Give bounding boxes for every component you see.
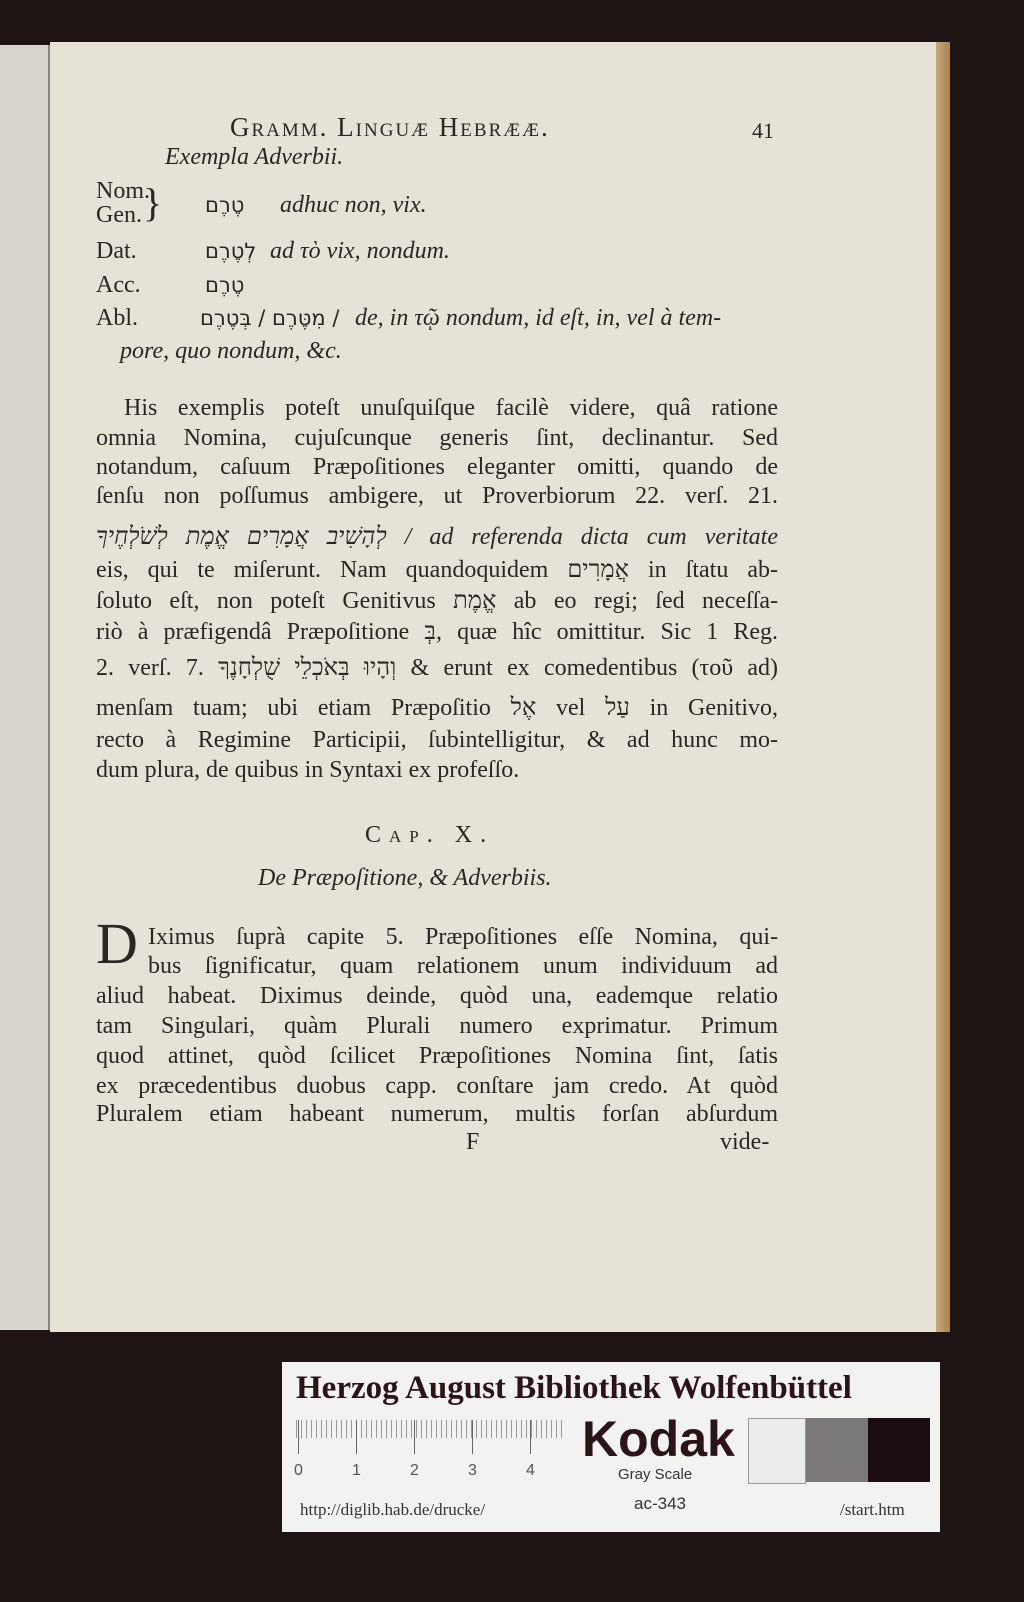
ruler-number: 1 <box>352 1462 361 1479</box>
ruler-tick <box>298 1420 299 1454</box>
library-name: Herzog August Bibliothek Wolfenbüttel <box>296 1370 852 1406</box>
text-line: dum plura, de quibus in Syntaxi ex profeſſo. <box>96 757 520 783</box>
gray-swatch-mid <box>806 1418 868 1482</box>
case-dat: Dat. <box>96 238 137 264</box>
gray-scale-label: Gray Scale <box>618 1466 693 1483</box>
text-line: 2. verſ. 7. וְהָיוּ בְּאֹכְלֵי שֻׁלְחָנֶךָ & erunt ex comedentibus (τοῦ ad) <box>96 655 778 681</box>
url-right: /start.htm <box>840 1500 905 1519</box>
text-line: tam Singulari, quàm Plurali numero exprimatur. Primum <box>96 1013 778 1039</box>
text-line: Pluralem etiam habeant numerum, multis forſan abſurdum <box>96 1101 778 1127</box>
ruler-tick <box>530 1420 531 1454</box>
ruler-scale <box>296 1420 566 1438</box>
text-line: eis, qui te miſerunt. Nam quandoquidem אֲמָרִים in ſtatu ab- <box>96 557 778 583</box>
gloss: de, in τῷ nondum, id eſt, in, vel à tem- <box>355 305 722 331</box>
gray-swatch-black <box>868 1418 930 1482</box>
text-line: omnia Nomina, cujuſcunque generis ſint, declinantur. Sed <box>96 425 778 451</box>
chapter-subtitle: De Præpoſitione, & Adverbiis. <box>258 865 552 891</box>
ruler-number: 0 <box>294 1462 303 1479</box>
page-number: 41 <box>752 118 774 143</box>
ruler-number: 4 <box>526 1462 535 1479</box>
case-gen: Gen. <box>96 202 142 228</box>
ruler-number: 2 <box>410 1462 419 1479</box>
kodak-logo: Kodak <box>582 1411 735 1467</box>
text-line: notandum, caſuum Præpoſitiones eleganter omitti, quando de <box>96 454 778 480</box>
chapter-title: Cap. X. <box>365 822 495 848</box>
case-abl: Abl. <box>96 305 138 331</box>
hebrew-term: מִטֶּרֶם / בְּטֶרֶם / <box>200 306 340 330</box>
text-line: His exemplis poteſt unuſquiſque facilè videre, quâ ratione <box>124 395 778 421</box>
text-line: ſoluto eſt, non poteſt Genitivus אֱמֶת ab eo regi; ſed neceſſa- <box>96 588 778 614</box>
text-line: menſam tuam; ubi etiam Præpoſitio אֶל vel עַל in Genitivo, <box>96 695 778 721</box>
hebrew-term: טֶרֶם <box>205 273 245 297</box>
gloss: ad τὸ vix, nondum. <box>270 238 450 264</box>
gray-swatch-white <box>748 1418 806 1484</box>
gloss-continuation: pore, quo nondum, &c. <box>120 338 342 364</box>
url-left: http://diglib.hab.de/drucke/ <box>300 1500 486 1519</box>
catchword: vide- <box>720 1129 770 1155</box>
previous-page-edge <box>0 45 50 1330</box>
ruler-tick <box>414 1420 415 1454</box>
brace: } <box>143 180 163 225</box>
drop-cap: D <box>96 911 138 976</box>
gloss: adhuc non, vix. <box>280 192 427 218</box>
text-line: לְהָשִׁיב אֲמָרִים אֱמֶת לְשֹׁלְחֶיךָ / ad referenda dicta cum veritate <box>96 524 778 550</box>
shelfmark: ac-343 <box>634 1494 686 1513</box>
hebrew-term: לְטֶרֶם <box>205 239 257 263</box>
text-line: recto à Regimine Participii, ſubintelligitur, & ad hunc mo- <box>96 727 778 753</box>
text-line: quod attinet, quòd ſcilicet Præpoſitiones Nomina ſint, ſatis <box>96 1043 778 1069</box>
signature-mark: F <box>466 1129 480 1155</box>
examples-title: Exempla Adverbii. <box>165 144 344 170</box>
ruler-number: 3 <box>468 1462 477 1479</box>
text-line: Iximus ſuprà capite 5. Præpoſitiones eſſe Nomina, qui- <box>148 924 778 950</box>
text-line: aliud habeat. Diximus deinde, quòd una, eademque relatio <box>96 983 778 1009</box>
text-line: bus ſignificatur, quam relationem unum individuum ad <box>148 953 778 979</box>
case-nom: Nom. <box>96 178 150 204</box>
case-acc: Acc. <box>96 272 141 298</box>
library-color-target-label <box>282 1362 940 1532</box>
ruler-tick <box>356 1420 357 1454</box>
text-line: ſenſu non poſſumus ambigere, ut Proverbiorum 22. verſ. 21. <box>96 483 778 509</box>
text-line: ex præcedentibus duobus capp. conſtare jam credo. At quòd <box>96 1073 778 1099</box>
text-line: riò à præfigendâ Præpoſitione בְּ, quæ hîc omittitur. Sic 1 Reg. <box>96 619 778 645</box>
ruler-tick <box>472 1420 473 1454</box>
running-title: Gramm. Linguæ Hebrææ. <box>230 112 550 142</box>
hebrew-term: טֶרֶם <box>205 193 245 217</box>
